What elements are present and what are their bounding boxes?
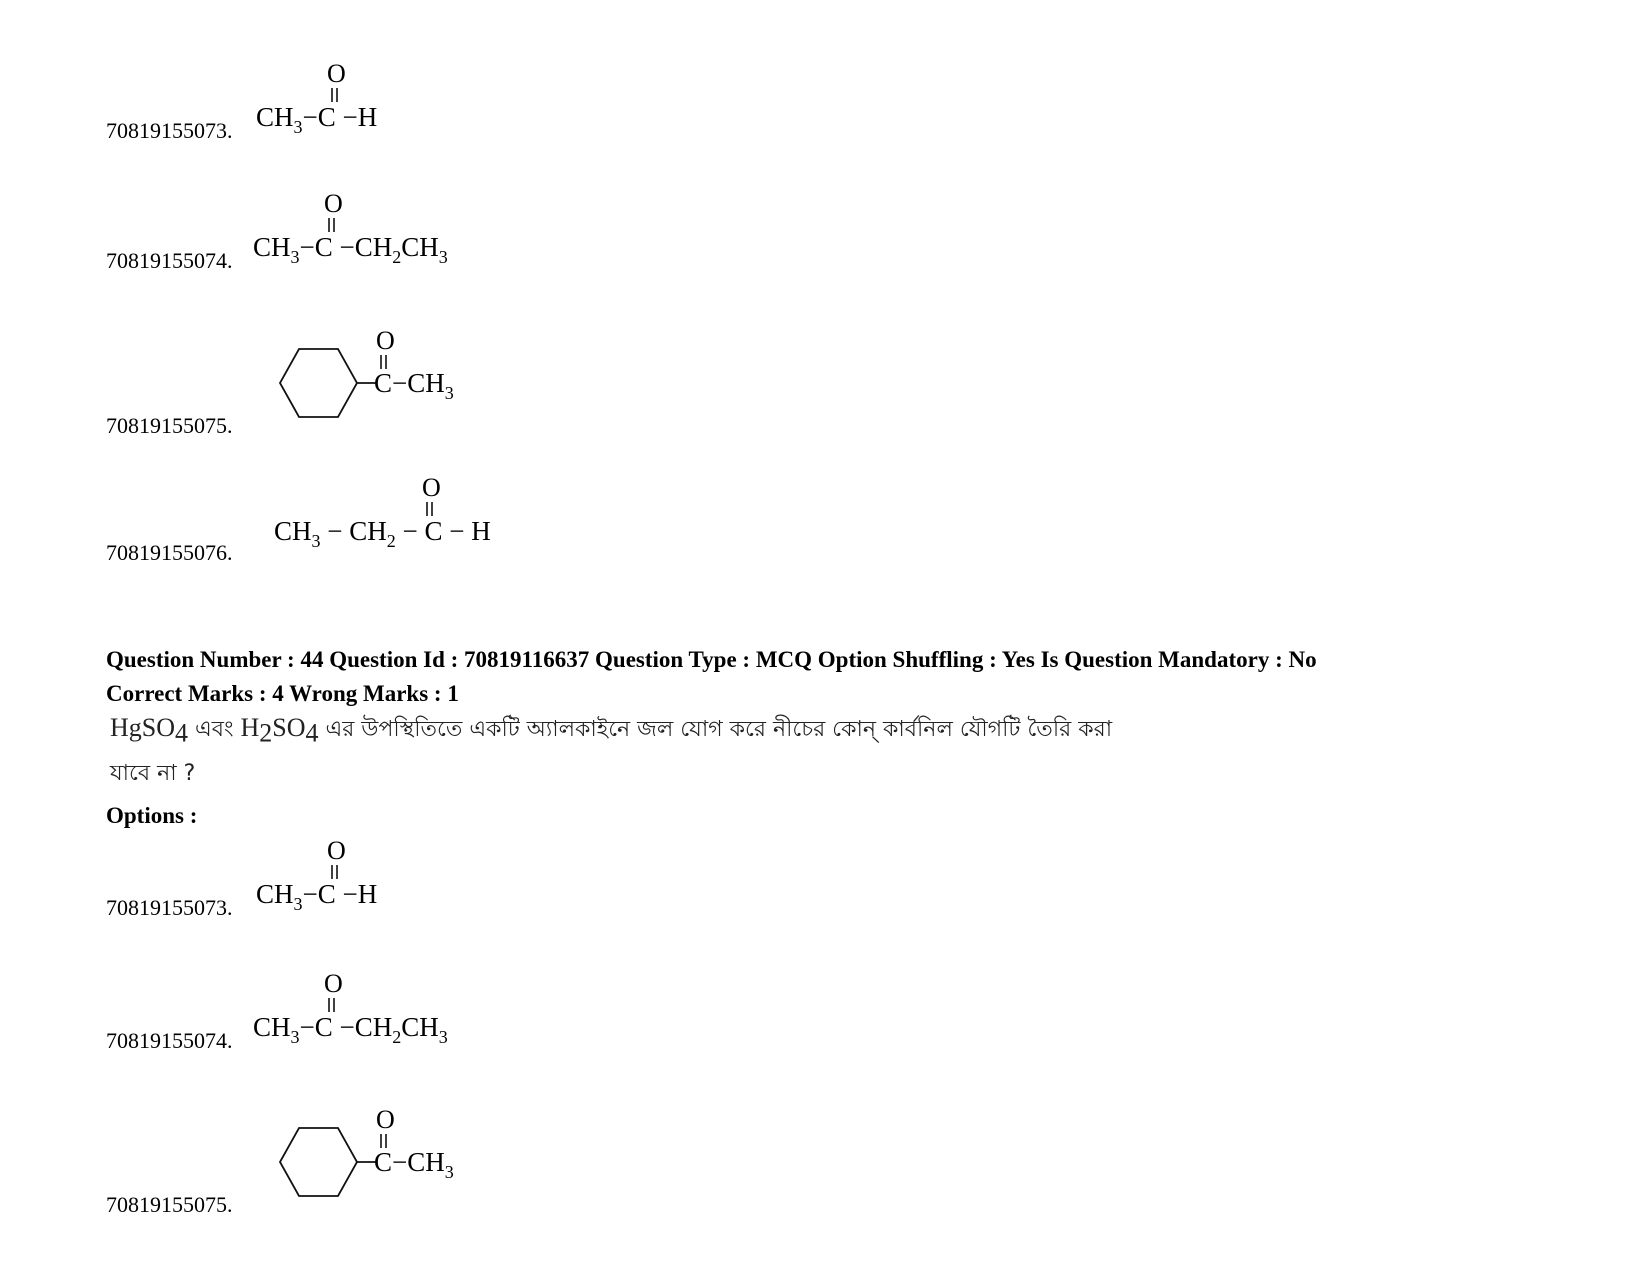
structure-butanone bbox=[253, 970, 493, 1055]
svg-text:O: O bbox=[327, 60, 346, 88]
svg-text:O: O bbox=[324, 190, 343, 218]
svg-text:CH3−C −CH2CH3: $CH_3-C -CH_2CH_3$ bbox=[253, 232, 448, 267]
svg-text:O: O bbox=[422, 473, 441, 502]
formula-sub: 4 bbox=[305, 718, 319, 748]
question-text bbox=[110, 712, 1112, 749]
option-id: 70819155076. bbox=[106, 540, 233, 565]
svg-text:CH3 − CH2 − C − H: $CH_3 - CH_2 - C - H$ bbox=[274, 516, 491, 551]
structure-butanone bbox=[253, 190, 493, 275]
option-id: 70819155074. bbox=[106, 1028, 233, 1053]
formula-so: SO bbox=[272, 713, 306, 742]
structure-acetaldehyde bbox=[256, 837, 426, 922]
structure-cyclohexyl-methyl-ketone bbox=[266, 325, 486, 435]
svg-text:C−CH3: $C-CH_3$ bbox=[374, 1147, 454, 1182]
option-id: 70819155075. bbox=[106, 1192, 233, 1217]
svg-text:O: O bbox=[376, 1105, 395, 1134]
text-and: এবং bbox=[188, 717, 241, 742]
option-id: 70819155073. bbox=[106, 118, 233, 143]
formula-sub: 4 bbox=[175, 718, 189, 748]
option-id: 70819155074. bbox=[106, 248, 233, 273]
question-text-rest: এর উপস্থিতিতে একটি অ্যালকাইনে জল যোগ করে নীচের কোন্ কার্বনিল যৌগটি তৈরি করা bbox=[318, 717, 1113, 742]
structure-acetaldehyde bbox=[256, 60, 426, 145]
question-meta-line1: Question Number : 44 Question Id : 70819116637 Question Type : MCQ Option Shuffling : Yes Is Question Mandatory : No bbox=[106, 647, 1317, 672]
svg-text:O: O bbox=[327, 837, 346, 865]
structure-propanal bbox=[266, 470, 516, 560]
option-id: 70819155075. bbox=[106, 413, 233, 438]
formula-sub: 2 bbox=[259, 718, 273, 748]
option-id: 70819155073. bbox=[106, 895, 233, 920]
svg-text:O: O bbox=[376, 326, 395, 355]
options-label: Options : bbox=[106, 803, 198, 828]
question-text-line2: যাবে না ? bbox=[110, 761, 196, 786]
formula-hgso: HgSO bbox=[110, 713, 176, 742]
svg-text:O: O bbox=[324, 970, 343, 998]
svg-text:CH3−C −CH2CH3: $CH_3-C -CH_2CH_3$ bbox=[253, 1012, 448, 1047]
svg-text:CH3−C −H: $CH_3-C -H$ bbox=[256, 879, 378, 914]
formula-h: H bbox=[240, 713, 260, 742]
svg-text:CH3−C −H: $CH_3-C -H$ bbox=[256, 102, 378, 137]
question-meta-line2: Correct Marks : 4 Wrong Marks : 1 bbox=[106, 681, 459, 706]
structure-cyclohexyl-methyl-ketone bbox=[266, 1104, 486, 1214]
svg-text:C−CH3: $C-CH_3$ bbox=[374, 368, 454, 403]
